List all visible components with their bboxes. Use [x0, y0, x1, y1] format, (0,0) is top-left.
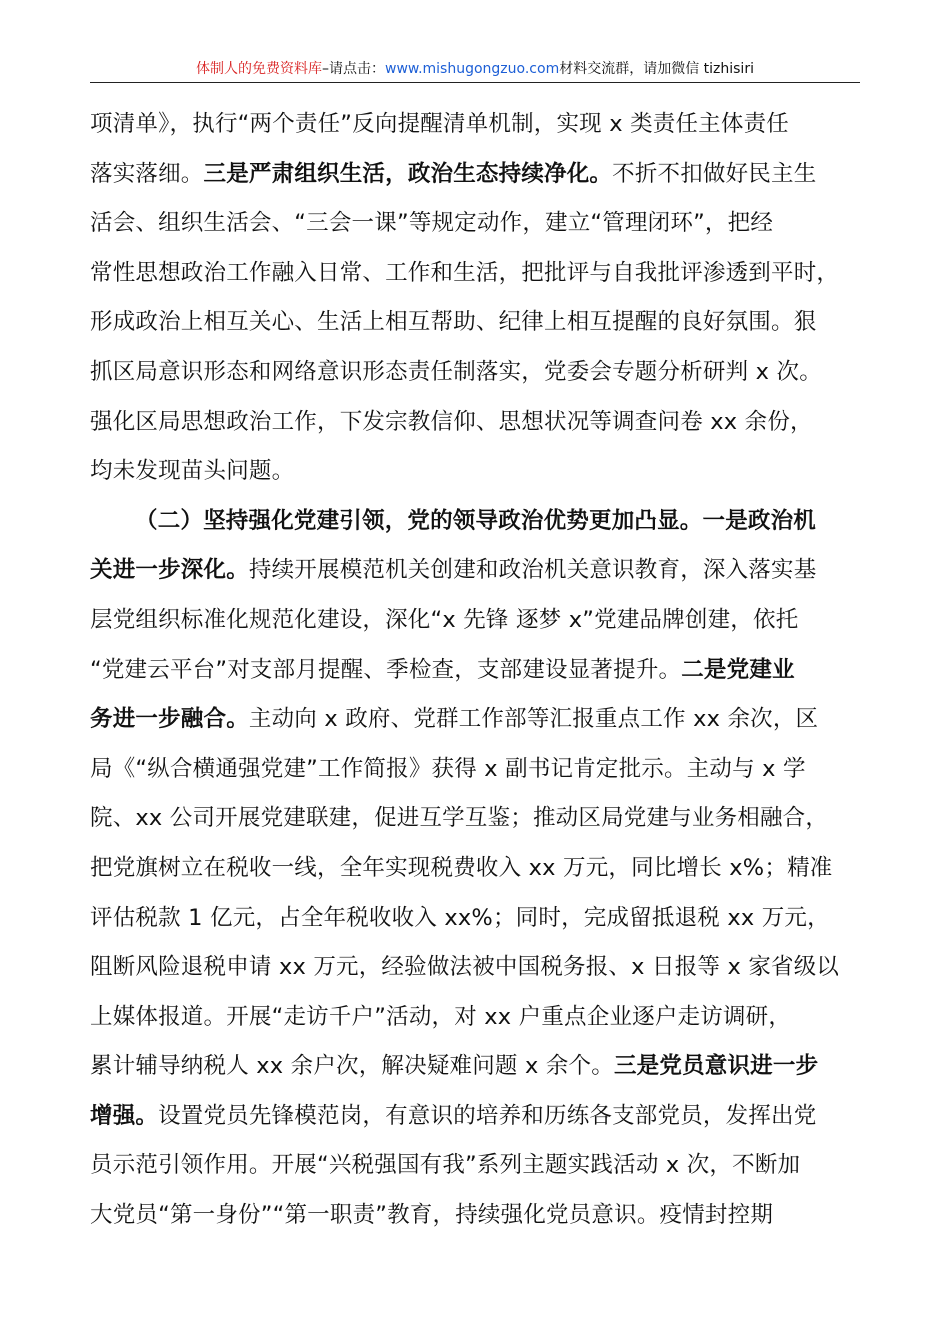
text-line	[90, 745, 862, 795]
text-line	[90, 100, 862, 150]
text-line	[90, 695, 862, 745]
text-run: 层党组织标准化规范化建设，深化“x 先锋 逐梦 x”党建品牌创建，依托	[90, 606, 799, 633]
text-line	[90, 150, 862, 200]
text-run: 强化区局思想政治工作，下发宗教信仰、思想状况等调查问卷 xx 余份，	[90, 408, 813, 435]
text-line	[90, 1141, 862, 1191]
text-run: 抓区局意识形态和网络意识形态责任制落实，党委会专题分析研判 x 次。	[90, 358, 822, 385]
text-line	[90, 894, 862, 944]
header-brand: 体制人的免费资料库	[196, 61, 323, 77]
text-run: 院、xx 公司开展党建联建，促进互学互鉴；推动区局党建与业务相融合，	[90, 805, 829, 832]
text-line	[90, 993, 862, 1043]
text-line	[90, 943, 862, 993]
text-run: 不折不扣做好民主生	[612, 160, 817, 187]
text-run: 均未发现苗头问题。	[90, 458, 295, 485]
section-heading-line	[90, 497, 862, 547]
text-line	[90, 596, 862, 646]
text-line	[90, 1191, 862, 1241]
text-run: 落实落细。	[90, 160, 204, 187]
text-run: 上媒体报道。开展“走访千户”活动，对 xx 户重点企业逐户走访调研，	[90, 1003, 792, 1030]
text-line	[90, 348, 862, 398]
header-note: 材料交流群，请加微信 tizhisiri	[559, 61, 754, 77]
text-run: 活会、组织生活会、“三会一课”等规定动作，建立“管理闭环”，把经	[90, 210, 774, 237]
text-run: 项清单》，执行“两个责任”反向提醒清单机制，实现 x 类责任主体责任	[90, 111, 789, 137]
text-run: 设置党员先锋模范岗，有意识的培养和历练各支部党员，发挥出党	[158, 1102, 817, 1129]
text-run: 累计辅导纳税人 xx 余户次，解决疑难问题 x 余个。	[90, 1053, 614, 1080]
text-run-bold: 关进一步深化。	[90, 557, 249, 584]
text-run: 阻断风险退税申请 xx 万元，经验做法被中国税务报、x 日报等 x 家省级以	[90, 954, 840, 981]
text-run: 把党旗树立在税收一线，全年实现税费收入 xx 万元，同比增长 x%；精准	[90, 854, 833, 881]
text-run: 员示范引领作用。开展“兴税强国有我”系列主题实践活动 x 次，不断加	[90, 1152, 801, 1179]
text-run-bold: （二）坚持强化党建引领，党的领导政治优势更加凸显。一是政治机	[135, 507, 817, 534]
document-body	[90, 100, 862, 1241]
header-prompt: –请点击：	[322, 61, 386, 77]
text-run: 常性思想政治工作融入日常、工作和生活，把批评与自我批评渗透到平时，	[90, 259, 840, 286]
text-run: 持续开展模范机关创建和政治机关意识教育，深入落实基	[248, 557, 817, 584]
text-line	[90, 546, 862, 596]
text-line	[90, 199, 862, 249]
text-run-bold: 增强。	[90, 1102, 159, 1129]
text-run-bold: 务进一步融合。	[90, 706, 249, 733]
page-header	[90, 56, 860, 82]
text-run: 局《“纵合横通强党建”工作简报》获得 x 副书记肯定批示。主动与 x 学	[90, 755, 806, 782]
text-run-bold: 三是党员意识进一步	[613, 1053, 819, 1080]
text-run-bold: 二是党建业	[681, 656, 795, 683]
text-line	[90, 1092, 862, 1142]
text-line	[90, 1042, 862, 1092]
text-line	[90, 646, 862, 696]
text-line	[90, 844, 862, 894]
text-run: 大党员“第一身份”“第一职责”教育，持续强化党员意识。疫情封控期	[90, 1202, 774, 1229]
text-line	[90, 249, 862, 299]
text-line	[90, 794, 862, 844]
text-line	[90, 398, 862, 448]
text-run-bold: 三是严肃组织生活，政治生态持续净化。	[203, 160, 613, 187]
text-run: “党建云平台”对支部月提醒、季检查，支部建设显著提升。	[90, 656, 682, 683]
text-run: 评估税款 1 亿元，占全年税收收入 xx%；同时，完成留抵退税 xx 万元，	[90, 904, 830, 931]
text-run: 形成政治上相互关心、生活上相互帮助、纪律上相互提醒的良好氛围。狠	[90, 309, 817, 336]
text-line	[90, 447, 862, 497]
text-run: 主动向 x 政府、党群工作部等汇报重点工作 xx 余次，区	[248, 706, 819, 733]
text-line	[90, 298, 862, 348]
header-site-link[interactable]: www.mishugongzuo.com	[385, 61, 560, 77]
header-divider	[90, 82, 860, 83]
